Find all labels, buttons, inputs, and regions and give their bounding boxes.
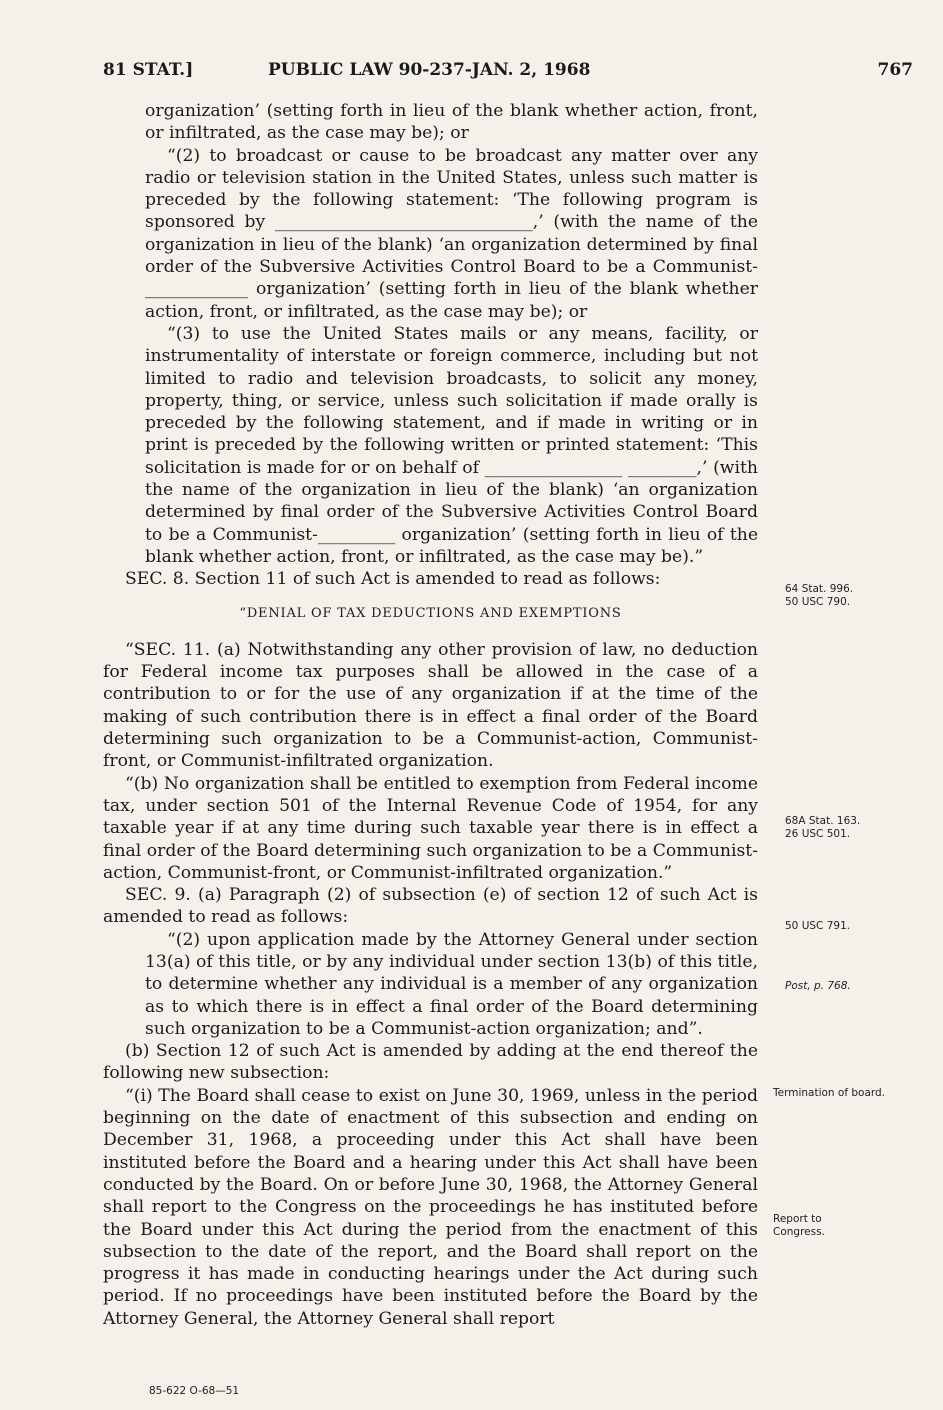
page-header — [103, 60, 913, 84]
subsection-i: “(i) The Board shall cease to exist on June 30, 1969, unless in the period beginning on the date of enactment of this subsection and ending on December 31, 1968, a proceeding under this Act shall have been instituted before the Board and a hearing under this Act shall have been conducted by the Board. On or before June 30, 1968, the Attorney General shall report to the Congress on the proceedings he has instituted before the Board under this Act during the period from the enactment of this subsection to the date of the report, and the Board shall report on the progress it has made in conducting hearings under the Act during such period. If no proceedings have been instituted before the Board by the Attorney General, the Attorney General shall report — [103, 1085, 758, 1329]
page-title: PUBLIC LAW 90-237-JAN. 2, 1968 — [268, 60, 591, 80]
margin-note-text: 64 Stat. 996. 50 USC 790. — [785, 583, 854, 608]
margin-note-50-usc-791 — [785, 920, 905, 933]
margin-note-post — [785, 980, 905, 993]
section-11-a: “SEC. 11. (a) Notwithstanding any other provision of law, no deduction for Federal income tax purposes shall be allowed in the case of a contribution to or for the use of any organization if at the time of the making of such contribution there is in effect a final order of the Board determining such organization to be a Communist-action, Communist-front, or Communist-infiltrated organization. — [103, 639, 758, 772]
margin-note-text: 68A Stat. 163. 26 USC 501. — [785, 815, 861, 840]
margin-note-termination — [773, 1087, 893, 1100]
section-9-a: SEC. 9. (a) Paragraph (2) of subsection (e) of section 12 of such Act is amended to read as follows: — [103, 885, 758, 928]
margin-note-text: Report to Congress. — [773, 1213, 825, 1238]
paragraph-clause-3: “(3) to use the United States mails or any means, facility, or instrumentality of interstate or foreign commerce, including but not limited to radio and television broadcasts, to solicit any money, property, thing, or service, unless such solicitation if made orally is preceded by the following statement, and if made in writing or in print is preceded by the following written or printed statement: ‘This solicitation is made for or on behalf of ________________ ________,’ (with the name of the organization in lieu of the blank) ‘an organization determined by final order of the Subversive Activities Control Board to be a Communist-_________ organization’ (setting forth in lieu of the blank whether action, front, or infiltrated, as the case may be).” — [145, 323, 758, 567]
footer-print-code: 85-622 O-68—51 — [149, 1385, 240, 1397]
section-8: SEC. 8. Section 11 of such Act is amended to read as follows: — [125, 569, 661, 590]
section-9-b: (b) Section 12 of such Act is amended by adding at the end thereof the following new subsection: — [103, 1041, 758, 1084]
page-number: 767 — [877, 60, 913, 80]
margin-note-text: Termination of board. — [773, 1087, 886, 1099]
margin-note-text: 50 USC 791. — [785, 920, 851, 932]
statute-reference: 81 STAT.] — [103, 60, 194, 80]
body-text — [103, 100, 758, 1330]
paragraph-clause-2: “(2) to broadcast or cause to be broadcast any matter over any radio or television station in the United States, unless such matter is preceded by the following statement: ‘The following program is sponsored by ______________________________,’ (with the name of the organization in lieu of the blank) ‘an organization determined by final order of the Subversive Activities Control Board to be a Communist-____________ organization’ (setting forth in lieu of the blank whether action, front, or infiltrated, as the case may be); or — [145, 145, 758, 322]
margin-note-text: Post, p. 768. — [785, 980, 851, 992]
section-heading: “DENIAL OF TAX DEDUCTIONS AND EXEMPTIONS — [239, 605, 622, 621]
section-11-b: “(b) No organization shall be entitled to exemption from Federal income tax, under section 501 of the Internal Revenue Code of 1954, for any taxable year if at any time during such taxable year there is in effect a final order of the Board determining such organization to be a Communist-action, Communist-front, or Communist-infiltrated organization.” — [103, 773, 758, 883]
margin-note-68a-stat — [785, 815, 905, 841]
margin-note-report — [773, 1213, 863, 1239]
paragraph-1-continued: organization’ (setting forth in lieu of the blank whether action, front, or infiltrated, as the case may be); or — [145, 101, 758, 144]
margin-note-64-stat — [785, 583, 905, 609]
paragraph-clause-2-amended: “(2) upon application made by the Attorney General under section 13(a) of this title, or by any individual under section 13(b) of this title, to determine whether any individual is a member of any organization as to which there is in effect a final order of the Board determining such organization to be a Communist-action organization; and”. — [145, 929, 758, 1039]
